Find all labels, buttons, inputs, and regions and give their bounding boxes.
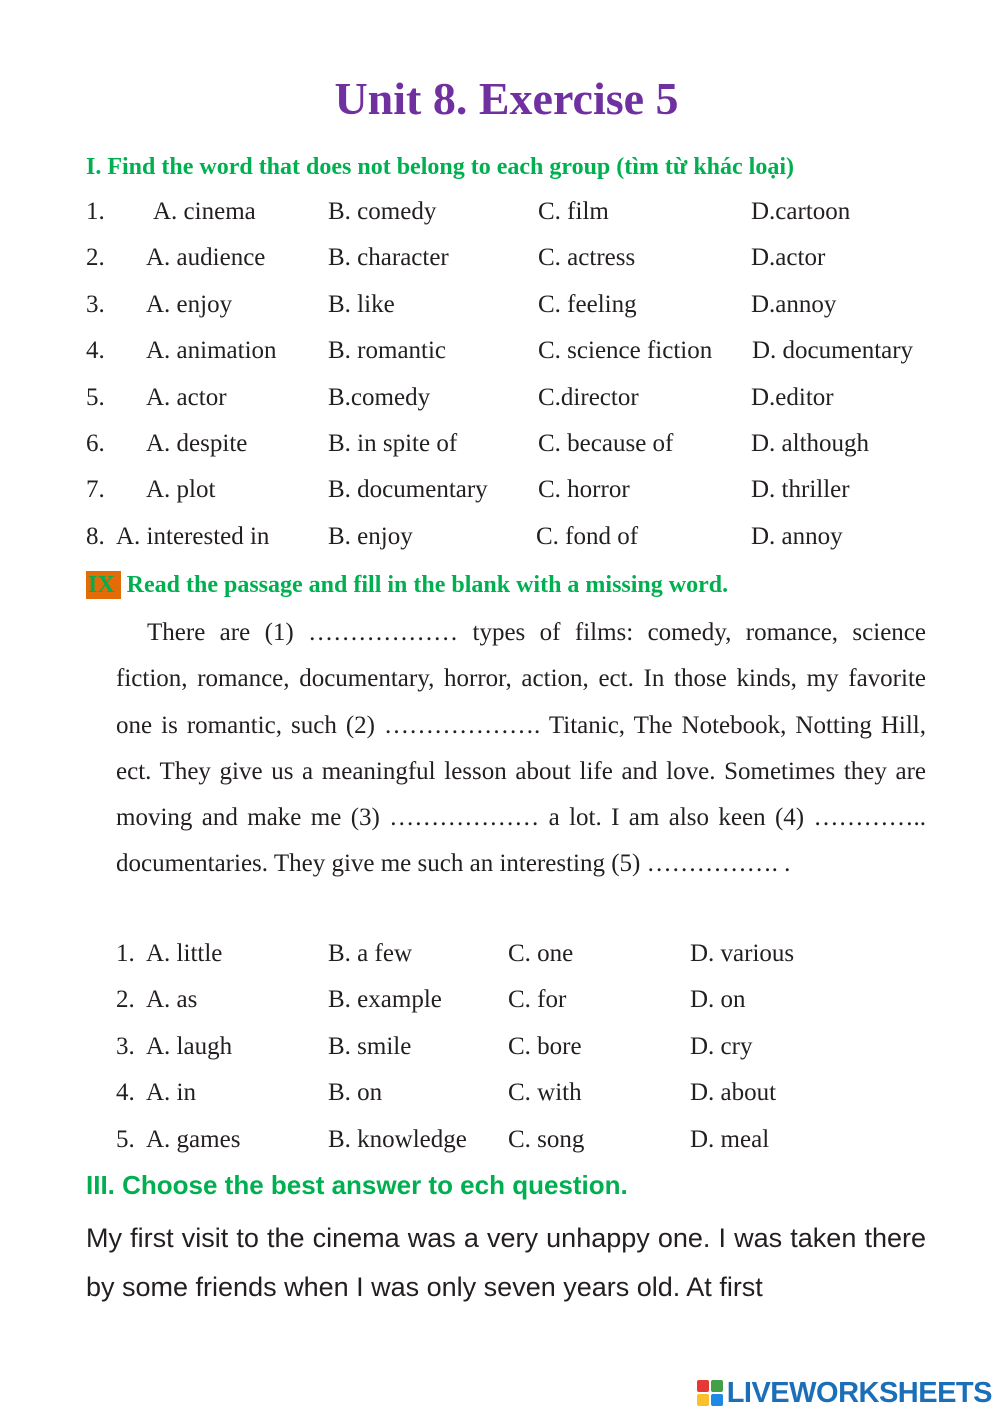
section-1-row (0, 337, 1000, 367)
option-a: A. games (146, 1125, 241, 1153)
section-2-heading-text: Read the passage and fill in the blank with a missing word. (126, 572, 729, 598)
option-b: B. romantic (328, 337, 447, 365)
option-d: D.editor (751, 383, 834, 411)
option-a: A. as (146, 986, 198, 1014)
section-1-row (0, 384, 1000, 414)
option-b: B. example (328, 986, 442, 1014)
option-d: D. about (690, 1079, 777, 1107)
question-number: 4. (86, 337, 105, 365)
option-c: C. film (538, 198, 609, 225)
option-d: D. on (690, 986, 746, 1014)
logo-square-blue (711, 1394, 723, 1406)
option-a: A. actor (146, 383, 227, 411)
option-b: B. smile (328, 1032, 412, 1060)
section-1-heading: I. Find the word that does not belong to each group (tìm từ khác loại) (86, 154, 794, 180)
section-1-row (0, 476, 1000, 506)
passage-text: There are (1) ……………… types of films: comedy, romance, science fiction, romance, documentary, horror, action, ect. In those kinds, my favorite one is romantic, such (2) ………………. Titanic, The Notebook, Notting Hill, ect. They give us a meaningful lesson about life and love. Sometimes they are moving and make me (3) ……………… a lot. I am also keen (4) ………….. documentaries. They give me such an interesting (5) ……………. . (116, 619, 926, 878)
option-c: C. bore (508, 1032, 582, 1060)
option-a: A. cinema (153, 198, 256, 225)
option-c: C. actress (538, 244, 636, 272)
option-b: B. on (328, 1079, 383, 1107)
option-a: A. little (146, 940, 223, 967)
logo-square-yellow (697, 1394, 709, 1406)
question-number: 5. (116, 1125, 135, 1153)
option-c: C. horror (538, 476, 630, 504)
option-b: B.comedy (328, 383, 431, 411)
option-c: C.director (538, 383, 639, 411)
option-b: B. in spite of (328, 430, 458, 457)
option-b: B. documentary (328, 476, 488, 504)
question-number: 2. (86, 244, 105, 272)
section-2-heading (86, 571, 728, 599)
option-d: D. documentary (752, 337, 914, 365)
logo-text: LIVEWORKSHEETS (726, 1376, 992, 1409)
option-a: A. in (146, 1079, 196, 1107)
option-d: D. various (690, 940, 795, 967)
option-d: D. thriller (751, 476, 850, 504)
logo-icon (697, 1380, 723, 1406)
option-c: C. fond of (536, 522, 639, 550)
option-b: B. comedy (328, 198, 437, 225)
section-2-row (0, 1033, 1000, 1063)
question-number: 1. (86, 198, 105, 225)
section-2-row (0, 940, 1000, 970)
logo-square-red (697, 1380, 709, 1392)
section-2-row (0, 1079, 1000, 1109)
option-d: D.annoy (751, 290, 837, 318)
option-c: C. for (508, 986, 567, 1014)
option-d: D.actor (751, 244, 826, 272)
option-d: D.cartoon (751, 198, 851, 225)
section-2-row (0, 986, 1000, 1016)
section-1-row (0, 244, 1000, 274)
option-b: B. a few (328, 940, 412, 967)
option-a: A. interested in (116, 522, 270, 550)
question-number: 4. (116, 1079, 135, 1107)
option-d: D. annoy (751, 522, 843, 550)
option-a: A. animation (146, 337, 277, 365)
liveworksheets-logo (697, 1375, 992, 1411)
question-number: 2. (116, 986, 135, 1014)
option-a: A. plot (146, 476, 216, 504)
question-number: 7. (86, 476, 105, 504)
option-b: B. character (328, 244, 449, 272)
option-d: D. cry (690, 1032, 753, 1060)
reading-passage (116, 610, 926, 888)
logo-square-green (711, 1380, 723, 1392)
option-d: D. meal (690, 1125, 770, 1153)
option-c: C. science fiction (538, 337, 713, 365)
section-1-row (0, 198, 1000, 228)
question-number: 1. (116, 940, 135, 967)
option-c: C. because of (538, 430, 674, 457)
section-1-row (0, 523, 1000, 553)
question-number: 3. (116, 1032, 135, 1060)
option-a: A. enjoy (146, 290, 233, 318)
section-3-heading: III. Choose the best answer to ech question. (86, 1170, 628, 1200)
option-b: B. enjoy (328, 522, 413, 550)
question-number: 3. (86, 290, 105, 318)
option-c: C. with (508, 1079, 582, 1107)
option-b: B. like (328, 290, 395, 318)
question-number: 6. (86, 430, 105, 457)
question-number: 5. (86, 383, 105, 411)
option-c: C. song (508, 1125, 585, 1153)
section-1-row (0, 291, 1000, 321)
section-2-row (0, 1126, 1000, 1156)
option-c: C. one (508, 940, 574, 967)
option-a: A. despite (146, 430, 248, 457)
option-d: D. although (751, 430, 870, 457)
section-2-badge: IX (86, 571, 121, 599)
section-3-text: My first visit to the cinema was a very unhappy one. I was taken there by some friends when I was only seven years old. At first (86, 1223, 926, 1302)
option-a: A. laugh (146, 1032, 233, 1060)
section-1-row (0, 430, 1000, 460)
question-number: 8. (86, 522, 105, 550)
option-a: A. audience (146, 244, 266, 272)
option-c: C. feeling (538, 290, 637, 318)
option-b: B. knowledge (328, 1125, 467, 1153)
page-title: Unit 8. Exercise 5 (334, 73, 679, 124)
